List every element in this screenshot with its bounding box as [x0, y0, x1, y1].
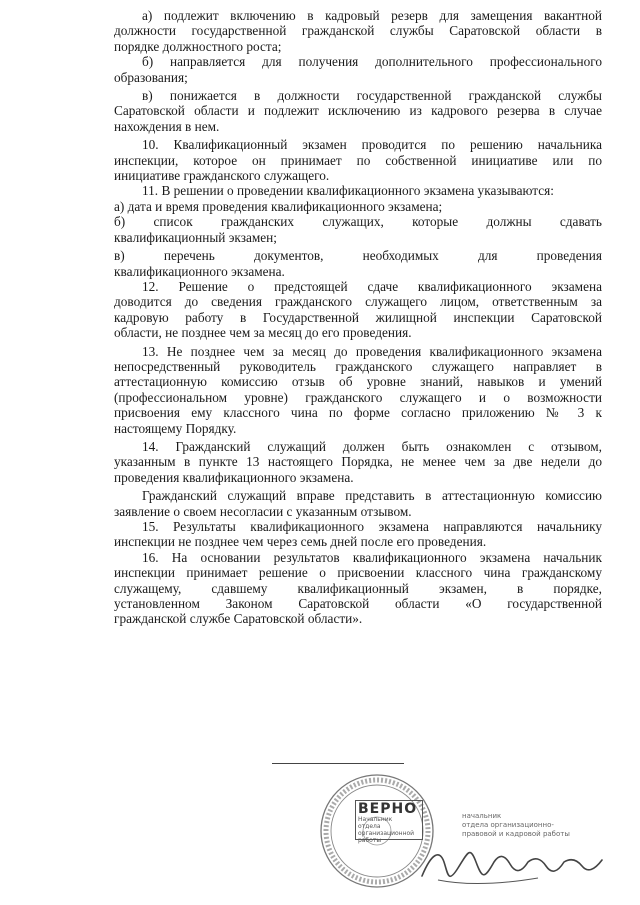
paragraph-11b: [114, 214, 602, 245]
stamp-title: ВЕРНО: [358, 801, 418, 817]
end-rule: [272, 763, 404, 764]
paragraph-9v: [114, 88, 602, 134]
text-line: 13. Не позднее чем за месяц до проведения квалификационного экзамена: [142, 343, 602, 359]
paragraph-9a: [114, 8, 602, 54]
text-line: инспекции, которое он принимает по собственной инициативе или по: [114, 152, 602, 168]
text-line: а) дата и время проведения квалификационного экзамена;: [114, 198, 443, 214]
paragraph-11: [114, 183, 602, 198]
paragraph-14: [114, 439, 602, 485]
text-line: Саратовской области и подлежит исключению из кадрового резерва в случае: [114, 103, 602, 119]
paragraph-15: [114, 519, 602, 550]
text-line: Гражданский служащий вправе представить в аттестационную комиссию: [142, 488, 602, 504]
paragraph-9b: [114, 54, 602, 85]
text-line: порядке должностного роста;: [114, 38, 282, 54]
paragraph-14-continuation: [114, 488, 602, 519]
text-line: 16. На основании результатов квалификационного экзамена начальник: [142, 549, 602, 565]
text-line: 12. Решение о предстоящей сдаче квалификационного экзамена: [142, 278, 602, 294]
text-line: присвоения ему классного чина по форме согласно приложению № 3 к: [114, 405, 602, 421]
document-text: [114, 8, 602, 627]
text-line: непосредственный руководитель гражданского служащего направляет в: [114, 358, 602, 374]
stamp-line: работы: [358, 837, 382, 844]
text-line: области, не позднее чем за месяц до его проведения.: [114, 325, 412, 341]
stamp-line: организационной: [358, 830, 415, 837]
stamp-line: отдела: [358, 823, 381, 830]
text-line: аттестационную комиссию отзыв об уровне знаний, навыков и умений: [114, 374, 602, 390]
text-line: инспекции не позднее чем через семь дней после его проведения.: [114, 534, 487, 550]
text-line: образования;: [114, 69, 188, 85]
text-line: 14. Гражданский служащий должен быть ознакомлен с отзывом,: [142, 438, 602, 454]
text-line: в) понижается в должности государственной гражданской службы: [142, 88, 602, 104]
paragraph-13: [114, 344, 602, 436]
text-line: настоящему Порядку.: [114, 420, 237, 436]
signature-icon: [418, 832, 618, 892]
stamp-line: Начальник: [358, 816, 393, 823]
text-line: 10. Квалификационный экзамен проводится по решению начальника: [142, 137, 602, 153]
text-line: указанным в пункте 13 настоящего Порядка, не менее чем за две недели до: [114, 454, 602, 470]
text-line: проведения квалификационного экзамена.: [114, 469, 354, 485]
text-line: б) список гражданских служащих, которые должны сдавать: [114, 214, 602, 230]
text-line: 15. Результаты квалификационного экзамена направляются начальнику: [142, 519, 602, 534]
text-line: кадровую работу в Государственной жилищной инспекции Саратовской: [114, 309, 602, 325]
paragraph-16: [114, 550, 602, 627]
text-line: должности государственной гражданской службы Саратовской области в: [114, 23, 602, 39]
paragraph-12: [114, 279, 602, 341]
text-line: б) направляется для получения дополнительного профессионального: [142, 54, 602, 70]
text-line: установленном Законом Саратовской области «О государственной: [114, 596, 602, 612]
verified-stamp: [355, 800, 423, 844]
text-line: служащему, сдавшему квалификационный экзамен, в порядке,: [114, 580, 602, 596]
stamp-side-line: начальник: [462, 812, 502, 820]
text-line: нахождения в нем.: [114, 118, 220, 134]
text-line: квалификационного экзамена.: [114, 263, 285, 279]
text-line: а) подлежит включению в кадровый резерв для замещения вакантной: [142, 8, 602, 23]
text-line: в) перечень документов, необходимых для проведения: [114, 248, 602, 264]
text-line: гражданской службе Саратовской области».: [114, 611, 363, 627]
text-line: доводится до сведения гражданского служащего лицом, ответственным за: [114, 294, 602, 310]
text-line: инициативе гражданского служащего.: [114, 168, 330, 184]
stamp-side-line: правовой и кадровой работы: [462, 830, 570, 838]
text-line: заявление о своем несогласии с указанным отзывом.: [114, 503, 412, 519]
text-line: инспекции принимает решение о присвоении классного чина гражданскому: [114, 565, 602, 581]
text-line: 11. В решении о проведении квалификационного экзамена указываются:: [142, 183, 554, 199]
text-line: (профессиональном уровне) гражданского служащего и о возможности: [114, 389, 602, 405]
text-line: квалификационный экзамен;: [114, 229, 277, 245]
paragraph-11v: [114, 248, 602, 279]
stamp-side-line: отдела организационно-: [462, 821, 554, 829]
paragraph-10: [114, 137, 602, 183]
paragraph-11a: [114, 199, 602, 214]
